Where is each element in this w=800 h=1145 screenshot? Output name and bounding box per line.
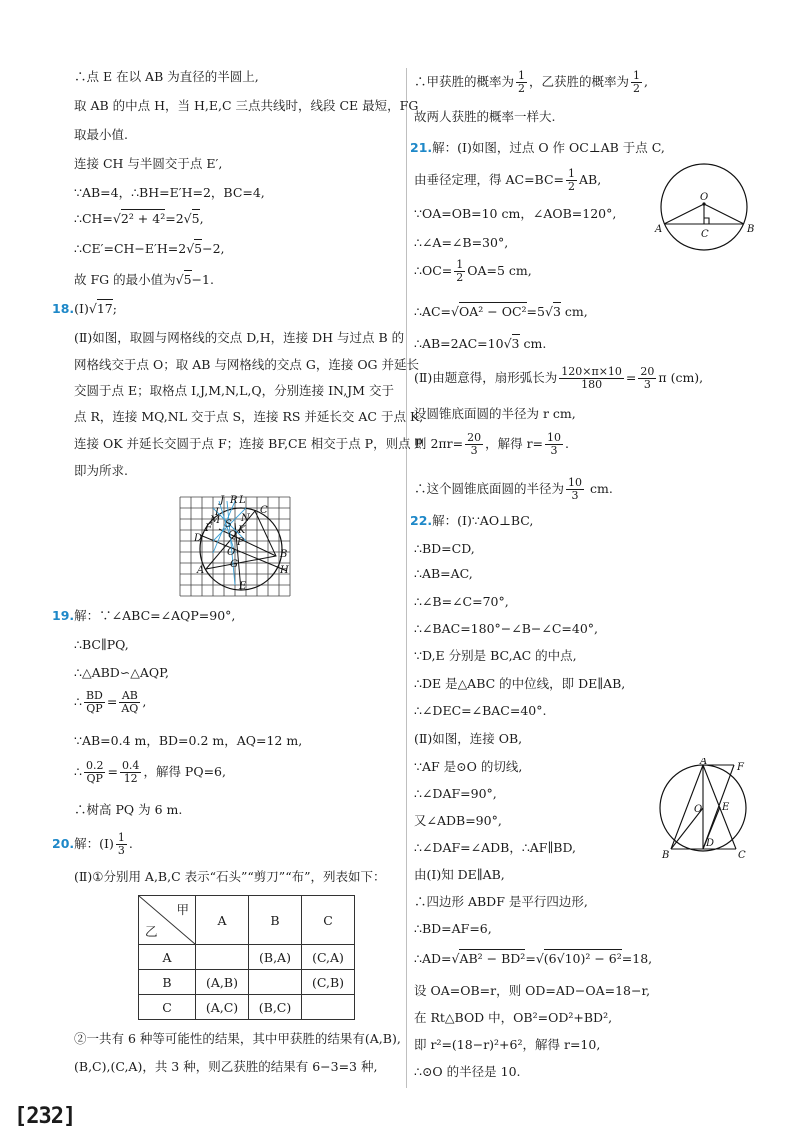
text-line: ∴CE′=CH−E′H=2√5−2, xyxy=(74,241,225,256)
text-line: ∴AC=√OA² − OC²=5√3 cm, xyxy=(414,304,588,319)
text-line: (Ⅱ)由题意得，扇形弧长为 $\frac{120\times\pi\times 10}{180}$ = $\frac{20}{3}$ π (cm), xyxy=(414,365,704,391)
fig22-label: E xyxy=(722,802,730,813)
fig18-label: H xyxy=(280,565,289,576)
text-line: 取最小值. xyxy=(74,127,128,142)
text-line: 设 OA=OB=r，则 OD=AD−OA=18−r, xyxy=(414,983,651,998)
text-line: ∴OC= $\frac{1}{2}$ OA=5 cm, xyxy=(414,258,532,284)
fig18-label: E xyxy=(239,581,247,592)
fig18-label: S xyxy=(225,519,232,530)
text-line: (Ⅱ)如图，连接 OB, xyxy=(414,731,523,746)
table-col-header: B xyxy=(249,896,302,945)
question-22: 22.解：(Ⅰ)∵AO⊥BC, xyxy=(410,513,534,528)
fig18-label: I xyxy=(215,507,219,518)
fig18-label: N xyxy=(241,513,250,524)
fig18-label: B xyxy=(280,549,288,560)
text-line: 由垂径定理，得 AC=BC= $\frac{1}{2}$ AB, xyxy=(414,167,602,193)
fig18-label: L xyxy=(239,495,246,506)
text-line: ∴⊙O 的半径是 10. xyxy=(414,1064,521,1079)
text-line: ∴四边形 ABDF 是平行四边形, xyxy=(414,894,588,909)
table-col-header: C xyxy=(302,896,355,945)
text-line: 连接 OK 并延长交圆于点 F；连接 BF,CE 相交于点 P，则点 P xyxy=(74,436,423,451)
fig18-label: D xyxy=(194,533,203,544)
figure-22-circle xyxy=(658,758,760,864)
text-line: ∴∠DEC=∠BAC=40°. xyxy=(414,703,547,718)
fig18-label: K xyxy=(238,525,246,536)
fig22-label: B xyxy=(662,850,670,861)
figure-21-circle xyxy=(652,162,760,258)
text-line: ∴∠B=∠C=70°, xyxy=(414,594,509,609)
text-line: 则 2πr= $\frac{20}{3}$ ，解得 r= $\frac{10}{3}$ . xyxy=(414,431,570,457)
outcome-table xyxy=(138,895,355,1020)
fig21-label: O xyxy=(700,192,709,203)
text-line: (Ⅱ)①分别用 A,B,C 表示“石头”“剪刀”“布”，列表如下： xyxy=(74,869,386,884)
fig18-label: J xyxy=(220,495,225,506)
text-line: ∴BD=AF=6, xyxy=(414,921,492,936)
text-line: ∴ $\frac{0.2}{QP}$ = $\frac{0.4}{12}$ ，解得 PQ=6, xyxy=(74,759,226,785)
table-row: A (B,A) (C,A) xyxy=(139,945,355,970)
text-line: (B,C),(C,A)，共 3 种，则乙获胜的结果有 6−3=3 种, xyxy=(74,1059,378,1074)
text-line: ∵AF 是⊙O 的切线, xyxy=(414,759,523,774)
page-number: [232] xyxy=(14,1104,76,1129)
text-line: 取 AB 的中点 H，当 H,E,C 三点共线时，线段 CE 最短，FG xyxy=(74,98,419,113)
text-line: 连接 CH 与半圆交于点 E′, xyxy=(74,156,223,171)
text-line: ∴DE 是△ABC 的中位线，即 DE∥AB, xyxy=(414,676,626,691)
text-line: ∴BD=CD, xyxy=(414,541,475,556)
text-line: ∴∠A=∠B=30°, xyxy=(414,235,509,250)
fig21-label: A xyxy=(655,224,663,235)
text-line: ∵OA=OB=10 cm，∠AOB=120°, xyxy=(414,206,617,221)
text-line: ∴点 E 在以 AB 为直径的半圆上, xyxy=(74,69,259,84)
fig21-label: C xyxy=(701,229,709,240)
fig18-label: C xyxy=(260,505,268,516)
text-line: ∵AB=4，∴BH=E′H=2，BC=4, xyxy=(74,185,265,200)
fig18-label: A xyxy=(197,565,205,576)
table-row: B (A,B) (C,B) xyxy=(139,970,355,995)
text-line: (Ⅱ)如图，取圆与网格线的交点 D,H，连接 DH 与过点 B 的 xyxy=(74,330,405,345)
text-line: ∴BC∥PQ, xyxy=(74,637,129,652)
question-18: 18.(Ⅰ)√17; xyxy=(52,301,117,316)
text-line: ∴AB=2AC=10√3 cm. xyxy=(414,336,547,351)
fig18-label: G xyxy=(230,559,238,570)
question-19: 19.解：∵∠ABC=∠AQP=90°, xyxy=(52,608,236,623)
fig18-label: O xyxy=(227,547,236,558)
text-line: 故两人获胜的概率一样大. xyxy=(414,109,556,124)
text-line: ∴树高 PQ 为 6 m. xyxy=(74,802,183,817)
table-row: C (A,C) (B,C) xyxy=(139,995,355,1020)
table-corner: 甲 乙 xyxy=(139,896,196,945)
fig21-label: B xyxy=(747,224,755,235)
text-line: 网格线交于点 O；取 AB 与网格线的交点 G，连接 OG 并延长 xyxy=(74,357,420,372)
text-line: 点 R，连接 MQ,NL 交于点 S，连接 RS 并延长交 AC 于点 K, xyxy=(74,409,424,424)
text-line: ∵AB=0.4 m，BD=0.2 m，AQ=12 m, xyxy=(74,733,303,748)
column-divider xyxy=(406,68,407,1088)
text-line: 设圆锥底面圆的半径为 r cm, xyxy=(414,406,576,421)
fig18-label: F xyxy=(205,523,212,534)
text-line: 即为所求. xyxy=(74,463,128,478)
fig22-label: D xyxy=(706,838,715,849)
fig22-label: A xyxy=(700,758,708,767)
text-line: ∴CH=√2² + 4²=2√5, xyxy=(74,211,204,226)
text-line: ∴AB=AC, xyxy=(414,566,473,581)
fig18-label: P xyxy=(237,537,244,548)
text-line: 交圆于点 E；取格点 I,J,M,N,L,Q，分别连接 IN,JM 交于 xyxy=(74,383,394,398)
fig22-label: F xyxy=(737,762,744,773)
text-line: 即 r²=(18−r)²+6²，解得 r=10, xyxy=(414,1037,601,1052)
fig18-label: R xyxy=(230,495,238,506)
text-line: ∴△ABD∽△AQP, xyxy=(74,665,170,680)
text-line: ∴∠BAC=180°−∠B−∠C=40°, xyxy=(414,621,599,636)
text-line: 在 Rt△BOD 中，OB²=OD²+BD², xyxy=(414,1010,613,1025)
fig18-label: M xyxy=(210,515,221,526)
table-col-header: A xyxy=(196,896,249,945)
question-20: 20.解：(Ⅰ) $\frac{1}{3}$ . xyxy=(52,831,133,857)
text-line: ∴AD=√AB² − BD²=√(6√10)² − 6²=18, xyxy=(414,951,653,966)
text-line: ∴ $\frac{BD}{QP}$ = $\frac{AB}{AQ}$ , xyxy=(74,689,147,715)
fig22-label: C xyxy=(738,850,746,861)
fig22-label: O xyxy=(694,804,703,815)
text-line: ∴∠DAF=90°, xyxy=(414,786,497,801)
text-line: ∵D,E 分别是 BC,AC 的中点, xyxy=(414,648,577,663)
text-line: ∴这个圆锥底面圆的半径为 $\frac{10}{3}$ cm. xyxy=(414,476,613,502)
fig18-label: Q xyxy=(228,530,237,541)
question-21: 21.解：(Ⅰ)如图，过点 O 作 OC⊥AB 于点 C, xyxy=(410,140,665,155)
text-line: ∴甲获胜的概率为 $\frac{1}{2}$ ，乙获胜的概率为 $\frac{1}{2}$ , xyxy=(414,69,649,95)
figure-18-grid xyxy=(175,493,295,601)
text-line: 又∠ADB=90°, xyxy=(414,813,502,828)
text-line: ∴∠DAF=∠ADB，∴AF∥BD, xyxy=(414,840,576,855)
text-line: 由(Ⅰ)知 DE∥AB, xyxy=(414,867,505,882)
text-line: 故 FG 的最小值为√5−1. xyxy=(74,272,214,287)
text-line: ②一共有 6 种等可能性的结果，其中甲获胜的结果有(A,B), xyxy=(74,1031,401,1046)
